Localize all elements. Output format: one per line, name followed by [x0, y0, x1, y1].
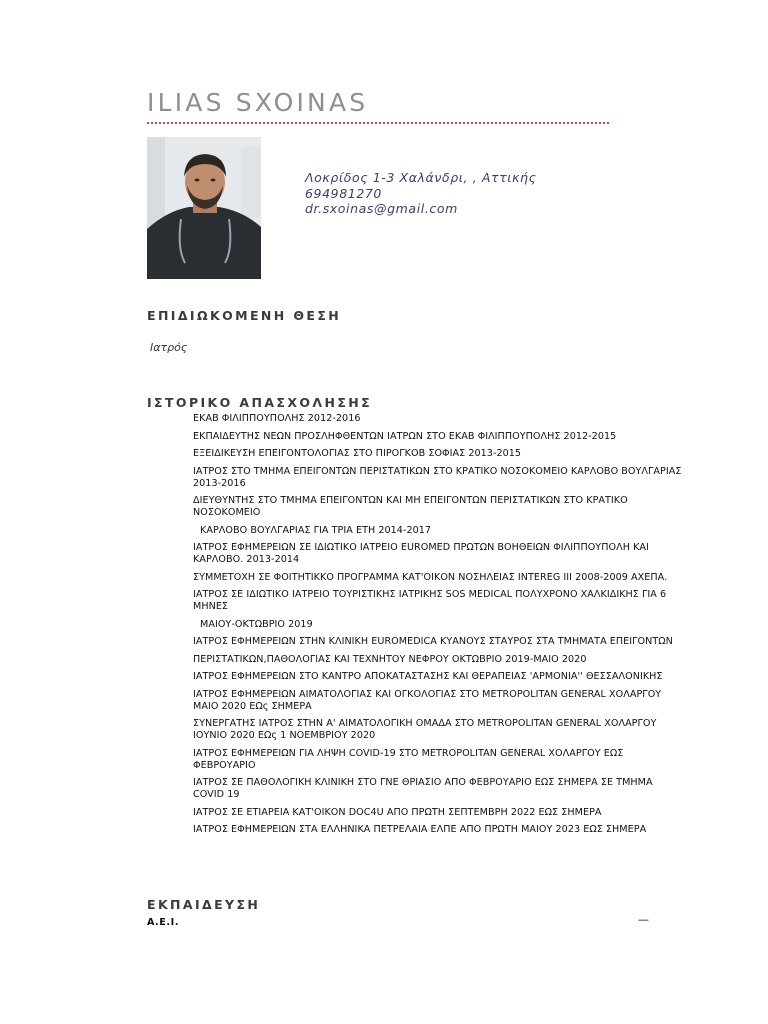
list-item: ΜΑΙΟΥ-ΟΚΤΩΒΡΙΟ 2019	[200, 618, 313, 630]
list-item: ΣΥΜΜΕΤΟΧΗ ΣΕ ΦΟΙΤΗΤΙΚΚΟ ΠΡΟΓΡΑΜΜΑ ΚΑΤ'ΟΙΚΟΝ ΝΟΣΗΛΕΙΑΣ INTEREG III 2008-2009 ΑΧΕΠΑ.	[193, 571, 668, 583]
list-item: ΙΑΤΡΟΣ ΕΦΗΜΕΡΕΙΩΝ ΑΙΜΑΤΟΛΟΓΙΑΣ ΚΑΙ ΟΓΚΟΛΟΓΙΑΣ ΣΤΟ METROPOLITAN GENERAL ΧΟΛΑΡΓΟΥ ΜΑΙΟ 2020 ΕΩς ΣΗΜΕΡΑ	[193, 688, 662, 712]
list-item: ΔΙΕΥΘΥΝΤΗΣ ΣΤΟ ΤΜΗΜΑ ΕΠΕΙΓΟΝΤΩΝ ΚΑΙ ΜΗ ΕΠΕΙΓΟΝΤΩΝ ΠΕΡΙΣΤΑΤΙΚΩΝ ΣΤΟ ΚΡΑΤΙΚΟ ΝΟΣΟΚΟΜΕΙΟ	[193, 495, 628, 518]
profile-photo	[147, 137, 261, 279]
phone-text: 694981270	[305, 185, 382, 201]
list-item: ΙΑΤΡΟΣ ΕΦΗΜΕΡΕΙΩΝ ΣΤΗΝ ΚΛΙΝΙΚΗ EUROMEDICA ΚΥΑΝΟΥΣ ΣΤΑΥΡΟΣ ΣΤΑ ΤΜΗΜΑΤΑ ΕΠΕΙΓΟΝΤΩΝ	[193, 636, 673, 647]
position-heading: ΕΠΙΔΙΩΚΟΜΕΝΗ ΘΕΣΗ	[147, 308, 342, 323]
list-item: ΙΑΤΡΟΣ ΣΕ ΙΔΙΩΤΙΚΟ ΙΑΤΡΕΙΟ ΤΟΥΡΙΣΤΙΚΗΣ ΙΑΤΡΙΚΗΣ SOS MEDICAL ΠΟΛΥΧΡΟΝΟ ΧΑΛΚΙΔΙΚΗΣ ΓΙΑ 6 ΜΗΝΕΣ	[193, 589, 667, 612]
list-item: ΙΑΤΡΟΣ ΣΕ ΠΑΘΟΛΟΓΙΚΗ ΚΛΙΝΙΚΗ ΣΤΟ ΓΝΕ ΘΡΙΑΣΙΟ ΑΠΟ ΦΕΒΡΟΥΑΡΙΟ ΕΩΣ ΣΗΜΕΡΑ ΣΕ ΤΜΗΜΑ COVID 19	[193, 777, 653, 800]
education-label: Α.Ε.Ι.	[147, 917, 180, 928]
list-item: ΣΥΝΕΡΓΑΤΗΣ ΙΑΤΡΟΣ ΣΤΗΝ Α' ΑΙΜΑΤΟΛΟΓΙΚΗ ΟΜΑΔΑ ΣΤΟ METROPOLITAN GENERAL ΧΟΛΑΡΓΟΥ ΙΟΥΝΙΟ 2020 ΕΩς 1 ΝΟΕΜΒΡΙΟΥ 2020	[193, 718, 657, 741]
contact-block	[305, 170, 537, 217]
list-item: ΙΑΤΡΟΣ ΕΦΗΜΕΡΕΙΩΝ ΣΤΟ ΚΑΝΤΡΟ ΑΠΟΚΑΤΑΣΤΑΣΗΣ ΚΑΙ ΘΕΡΑΠΕΙΑΣ 'ΑΡΜΟΝΙΑ'' ΘΕΣΣΑΛΟΝΙΚΗΣ	[193, 671, 663, 682]
position-value: Ιατρός	[150, 341, 188, 354]
history-heading: ΙΣΤΟΡΙΚΟ ΑΠΑΣΧΟΛΗΣΗΣ	[147, 395, 373, 410]
employment-list	[193, 413, 683, 842]
profile-photo-image	[147, 137, 261, 279]
list-item: ΠΕΡΙΣΤΑΤΙΚΩΝ,ΠΑΘΟΛΟΓΙΑΣ ΚΑΙ ΤΕΧΝΗΤΟΥ ΝΕΦΡΟΥ ΟΚΤΩΒΡΙΟ 2019-ΜΑΙΟ 2020	[193, 653, 587, 665]
list-item: ΙΑΤΡΟΣ ΕΦΗΜΕΡΕΙΩΝ ΓΙΑ ΛΗΨΗ COVID-19 ΣΤΟ METROPOLITAN GENERAL ΧΟΛΑΡΓΟΥ ΕΩΣ ΦΕΒΡΟΥΑΡΙΟ	[193, 747, 624, 771]
list-item: ΙΑΤΡΟΣ ΕΦΗΜΕΡΕΙΩΝ ΣΤΑ ΕΛΛΗΝΙΚΑ ΠΕΤΡΕΛΑΙΑ ΕΛΠΕ ΑΠΟ ΠΡΩΤΗ ΜΑΙΟΥ 2023 ΕΩΣ ΣΗΜΕΡΑ	[193, 824, 647, 835]
candidate-name: ILIAS SXOINAS	[147, 88, 369, 117]
list-item: ΙΑΤΡΟΣ ΣΤΟ ΤΜΗΜΑ ΕΠΕΙΓΟΝΤΩΝ ΠΕΡΙΣΤΑΤΙΚΩΝ ΣΤΟ ΚΡΑΤΙΚΟ ΝΟΣΟΚΟΜΕΙΟ ΚΑΡΛΟΒΟ ΒΟΥΛΓΑΡΙΑΣ 2013-2016	[193, 465, 682, 489]
list-item: ΙΑΤΡΟΣ ΕΦΗΜΕΡΕΙΩΝ ΣΕ ΙΔΙΩΤΙΚΟ ΙΑΤΡΕΙΟ EUROMED ΠΡΩΤΩΝ ΒΟΗΘΕΙΩΝ ΦΙΛΙΠΠΟΥΠΟΛΗ ΚΑΙ ΚΑΡΛΟΒΟ. 2013-2014	[193, 542, 649, 565]
list-item: ΕΚΠΑΙΔΕΥΤΗΣ ΝΕΩΝ ΠΡΟΣΛΗΦΘΕΝΤΩΝ ΙΑΤΡΩΝ ΣΤΟ ΕΚΑΒ ΦΙΛΙΠΠΟΥΠΟΛΗΣ 2012-2015	[193, 430, 617, 442]
list-item: ΕΞΕΙΔΙΚΕΥΣΗ ΕΠΕΙΓΟΝΤΟΛΟΓΙΑΣ ΣΤΟ ΠΙΡΟΓΚΟΒ ΣΟΦΙΑΣ 2013-2015	[193, 448, 522, 459]
header-divider	[147, 122, 609, 124]
list-item: ΕΚΑΒ ΦΙΛΙΠΠΟΥΠΟΛΗΣ 2012-2016	[193, 413, 361, 424]
education-heading: ΕΚΠΑΙΔΕΥΣΗ	[147, 897, 261, 912]
email-link[interactable]: dr.sxoinas@gmail.com	[305, 201, 458, 216]
education-dash: —	[638, 913, 649, 926]
list-item: ΙΑΤΡΟΣ ΣΕ ΕΤΙΑΡΕΙΑ ΚΑΤ'ΟΙΚΟΝ DOC4U ΑΠΟ ΠΡΩΤΗ ΣΕΠΤΕΜΒΡΗ 2022 ΕΩΣ ΣΗΜΕΡΑ	[193, 806, 602, 818]
list-item: ΚΑΡΛΟΒΟ ΒΟΥΛΓΑΡΙΑΣ ΓΙΑ ΤΡΙΑ ΕΤΗ 2014-2017	[200, 524, 432, 536]
address-text: Λοκρίδος 1-3 Χαλάνδρι, , Αττικής	[305, 170, 537, 185]
